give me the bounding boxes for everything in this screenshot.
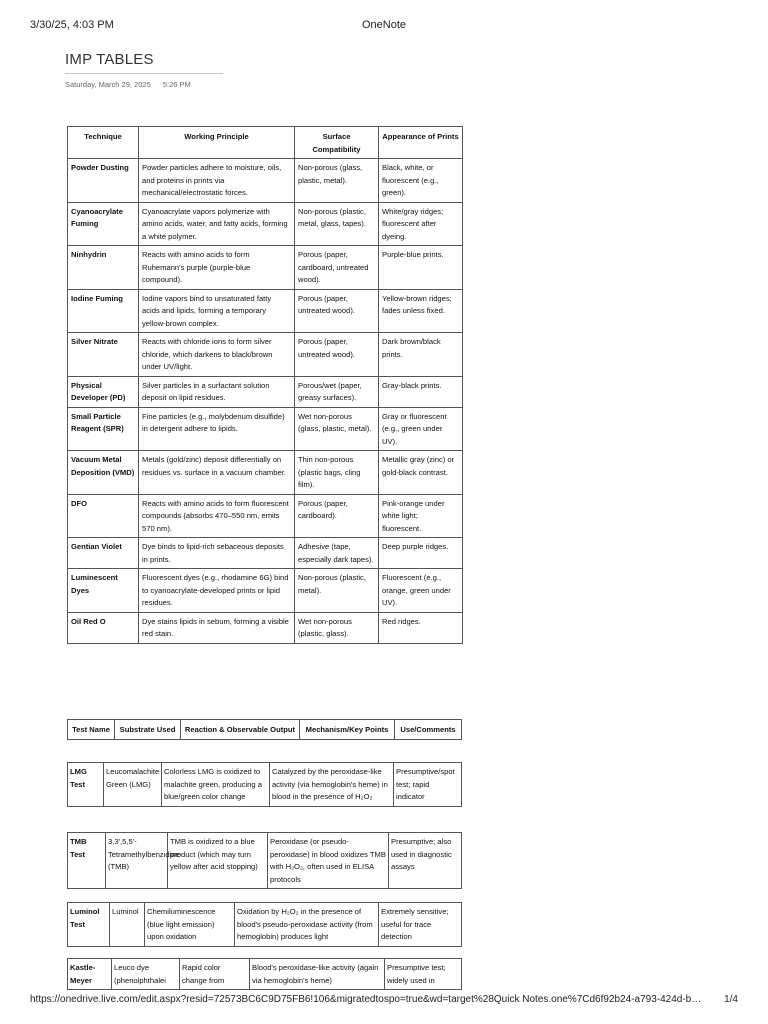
techniques-table-body (68, 159, 463, 644)
table-cell: Non-porous (plastic, metal). (295, 569, 379, 613)
table-cell: Silver particles in a surfactant solution deposit on lipid residues. (139, 376, 295, 407)
kastle-meyer-test-table (67, 958, 462, 990)
header-appearance: Appearance of Prints (379, 127, 463, 159)
technique-name: Ninhydrin (68, 246, 139, 290)
cell: Luminol Test (68, 903, 110, 947)
technique-name: Iodine Fuming (68, 289, 139, 333)
header-reaction: Reaction & Observable Output (181, 720, 300, 740)
table-cell: Gray or fluorescent (e.g., green under UV). (379, 407, 463, 451)
table-cell: Porous (paper, untreated wood). (295, 333, 379, 377)
technique-name: Powder Dusting (68, 159, 139, 203)
technique-name: DFO (68, 494, 139, 538)
technique-name: Luminescent Dyes (68, 569, 139, 613)
header-mechanism: Mechanism/Key Points (300, 720, 395, 740)
table-cell: Fluorescent (e.g., orange, green under UV). (379, 569, 463, 613)
table-cell: Powder particles adhere to moisture, oils, and proteins in prints via mechanical/electrostatic forces. (139, 159, 295, 203)
table-cell: Fluorescent dyes (e.g., rhodamine 6G) bind to cyanoacrylate-developed prints or lipid residues. (139, 569, 295, 613)
cell: Presumptive/spot test; rapid indicator (394, 763, 462, 807)
page-title[interactable]: IMP TABLES (65, 51, 154, 68)
table-row (68, 903, 462, 947)
cell: Presumptive; also used in diagnostic assays (389, 833, 462, 889)
table-row (68, 289, 463, 333)
cell: Blood's peroxidase-like activity (again via hemoglobin's heme) (250, 959, 385, 990)
table-cell: Wet non-porous (glass, plastic, metal). (295, 407, 379, 451)
table-cell: Gray-black prints. (379, 376, 463, 407)
print-footer (30, 994, 738, 1006)
table-cell: Metallic gray (zinc) or gold-black contrast. (379, 451, 463, 495)
table-cell: Reacts with amino acids to form fluorescent compounds (absorbs 470–550 nm, emits 570 nm). (139, 494, 295, 538)
table-cell: Black, white, or fluorescent (e.g., green). (379, 159, 463, 203)
table-cell: Reacts with amino acids to form Ruhemann's purple (purple-blue compound). (139, 246, 295, 290)
table-row (68, 451, 463, 495)
table-cell: Metals (gold/zinc) deposit differentially on residues vs. surface in a vacuum chamber. (139, 451, 295, 495)
technique-name: Silver Nitrate (68, 333, 139, 377)
table-cell: Non-porous (glass, plastic, metal). (295, 159, 379, 203)
cell: Leucomalachite Green (LMG) (104, 763, 162, 807)
header-use: Use/Comments (395, 720, 462, 740)
technique-name: Physical Developer (PD) (68, 376, 139, 407)
cell: Presumptive test; widely used in (385, 959, 462, 990)
table-cell: Porous (paper, untreated wood). (295, 289, 379, 333)
cell: Oxidation by H₂O₂ in the presence of blood's pseudo-peroxidase activity (from hemoglobin) produces light (235, 903, 379, 947)
header-technique: Technique (68, 127, 139, 159)
fingerprint-techniques-table (67, 126, 463, 644)
table-cell: Wet non-porous (plastic, glass). (295, 612, 379, 643)
table-cell: Adhesive (tape, especially dark tapes). (295, 538, 379, 569)
table-cell: Porous (paper, cardboard, untreated wood). (295, 246, 379, 290)
table-cell: Porous (paper, cardboard). (295, 494, 379, 538)
cell: Colorless LMG is oxidized to malachite green, producing a blue/green color change (162, 763, 270, 807)
page-date-stamp (65, 80, 191, 89)
header-surface-compatibility: Surface Compatibility (295, 127, 379, 159)
table-header-row (68, 720, 462, 740)
table-cell: Pink-orange under white light; fluorescent. (379, 494, 463, 538)
page-time: 5:26 PM (162, 80, 191, 89)
cell: TMB Test (68, 833, 106, 889)
page-date: Saturday, March 29, 2025 (65, 80, 151, 89)
table-cell: Dye stains lipids in sebum, forming a visible red stain. (139, 612, 295, 643)
cell: Kastle-Meyer (68, 959, 112, 990)
table-row (68, 246, 463, 290)
print-header (30, 19, 738, 33)
table-cell: Reacts with chloride ions to form silver chloride, which darkens to black/brown under UV/light. (139, 333, 295, 377)
table-row (68, 333, 463, 377)
table-cell: White/gray ridges; fluorescent after dyeing. (379, 202, 463, 246)
table-cell: Fine particles (e.g., molybdenum disulfide) in detergent adhere to lipids. (139, 407, 295, 451)
title-divider (65, 73, 223, 74)
table-row (68, 959, 462, 990)
cell: Luminol (110, 903, 145, 947)
tmb-test-table (67, 832, 462, 889)
table-row (68, 569, 463, 613)
page-url[interactable]: https://onedrive.live.com/edit.aspx?resid=72573BC6C9D75FB6!106&migratedtospo=true&wd=target%28Quick Notes.one%7Cd6f92b24-a793-424d-b… (30, 994, 702, 1005)
header-substrate: Substrate Used (115, 720, 181, 740)
table-cell: Red ridges. (379, 612, 463, 643)
table-cell: Cyanoacrylate vapors polymerize with amino acids, water, and fatty acids, forming a white polymer. (139, 202, 295, 246)
cell: 3,3',5,5'-Tetramethylbenzidine (TMB) (106, 833, 168, 889)
technique-name: Vacuum Metal Deposition (VMD) (68, 451, 139, 495)
page-number: 1/4 (724, 994, 738, 1005)
table-row (68, 159, 463, 203)
lmg-test-table (67, 762, 462, 807)
table-cell: Purple-blue prints. (379, 246, 463, 290)
table-cell: Porous/wet (paper, greasy surfaces). (295, 376, 379, 407)
cell: Leuco dye (phenolphthalei (112, 959, 180, 990)
table-row (68, 494, 463, 538)
table-row (68, 538, 463, 569)
cell: Chemiluminescence (blue light emission) upon oxidation (145, 903, 235, 947)
technique-name: Oil Red O (68, 612, 139, 643)
table-cell: Thin non-porous (plastic bags, cling film). (295, 451, 379, 495)
cell: Catalyzed by the peroxidase-like activity (via hemoglobin's heme) in blood in the presence of H₂O₂ (270, 763, 394, 807)
print-app-name: OneNote (361, 19, 407, 31)
table-row (68, 833, 462, 889)
table-cell: Deep purple ridges. (379, 538, 463, 569)
technique-name: Gentian Violet (68, 538, 139, 569)
luminol-test-table (67, 902, 462, 947)
table-cell: Non-porous (plastic, metal, glass, tapes). (295, 202, 379, 246)
cell: Peroxidase (or pseudo-peroxidase) in blood oxidizes TMB with H₂O₂, often used in ELISA protocols (268, 833, 389, 889)
table-row (68, 612, 463, 643)
header-test-name: Test Name (68, 720, 115, 740)
table-cell: Dye binds to lipid-rich sebaceous deposits in prints. (139, 538, 295, 569)
table-cell: Iodine vapors bind to unsaturated fatty acids and lipids, forming a temporary yellow-brown complex. (139, 289, 295, 333)
technique-name: Small Particle Reagent (SPR) (68, 407, 139, 451)
blood-tests-header-table (67, 719, 462, 740)
header-working-principle: Working Principle (139, 127, 295, 159)
print-datetime: 3/30/25, 4:03 PM (30, 19, 114, 31)
table-row (68, 202, 463, 246)
cell: TMB is oxidized to a blue product (which may turn yellow after acid stopping) (168, 833, 268, 889)
table-header-row (68, 127, 463, 159)
technique-name: Cyanoacrylate Fuming (68, 202, 139, 246)
table-row (68, 376, 463, 407)
table-cell: Dark brown/black prints. (379, 333, 463, 377)
cell: Rapid color change from (180, 959, 250, 990)
cell: LMG Test (68, 763, 104, 807)
cell: Extremely sensitive; useful for trace detection (379, 903, 462, 947)
table-cell: Yellow-brown ridges; fades unless fixed. (379, 289, 463, 333)
table-row (68, 407, 463, 451)
table-row (68, 763, 462, 807)
